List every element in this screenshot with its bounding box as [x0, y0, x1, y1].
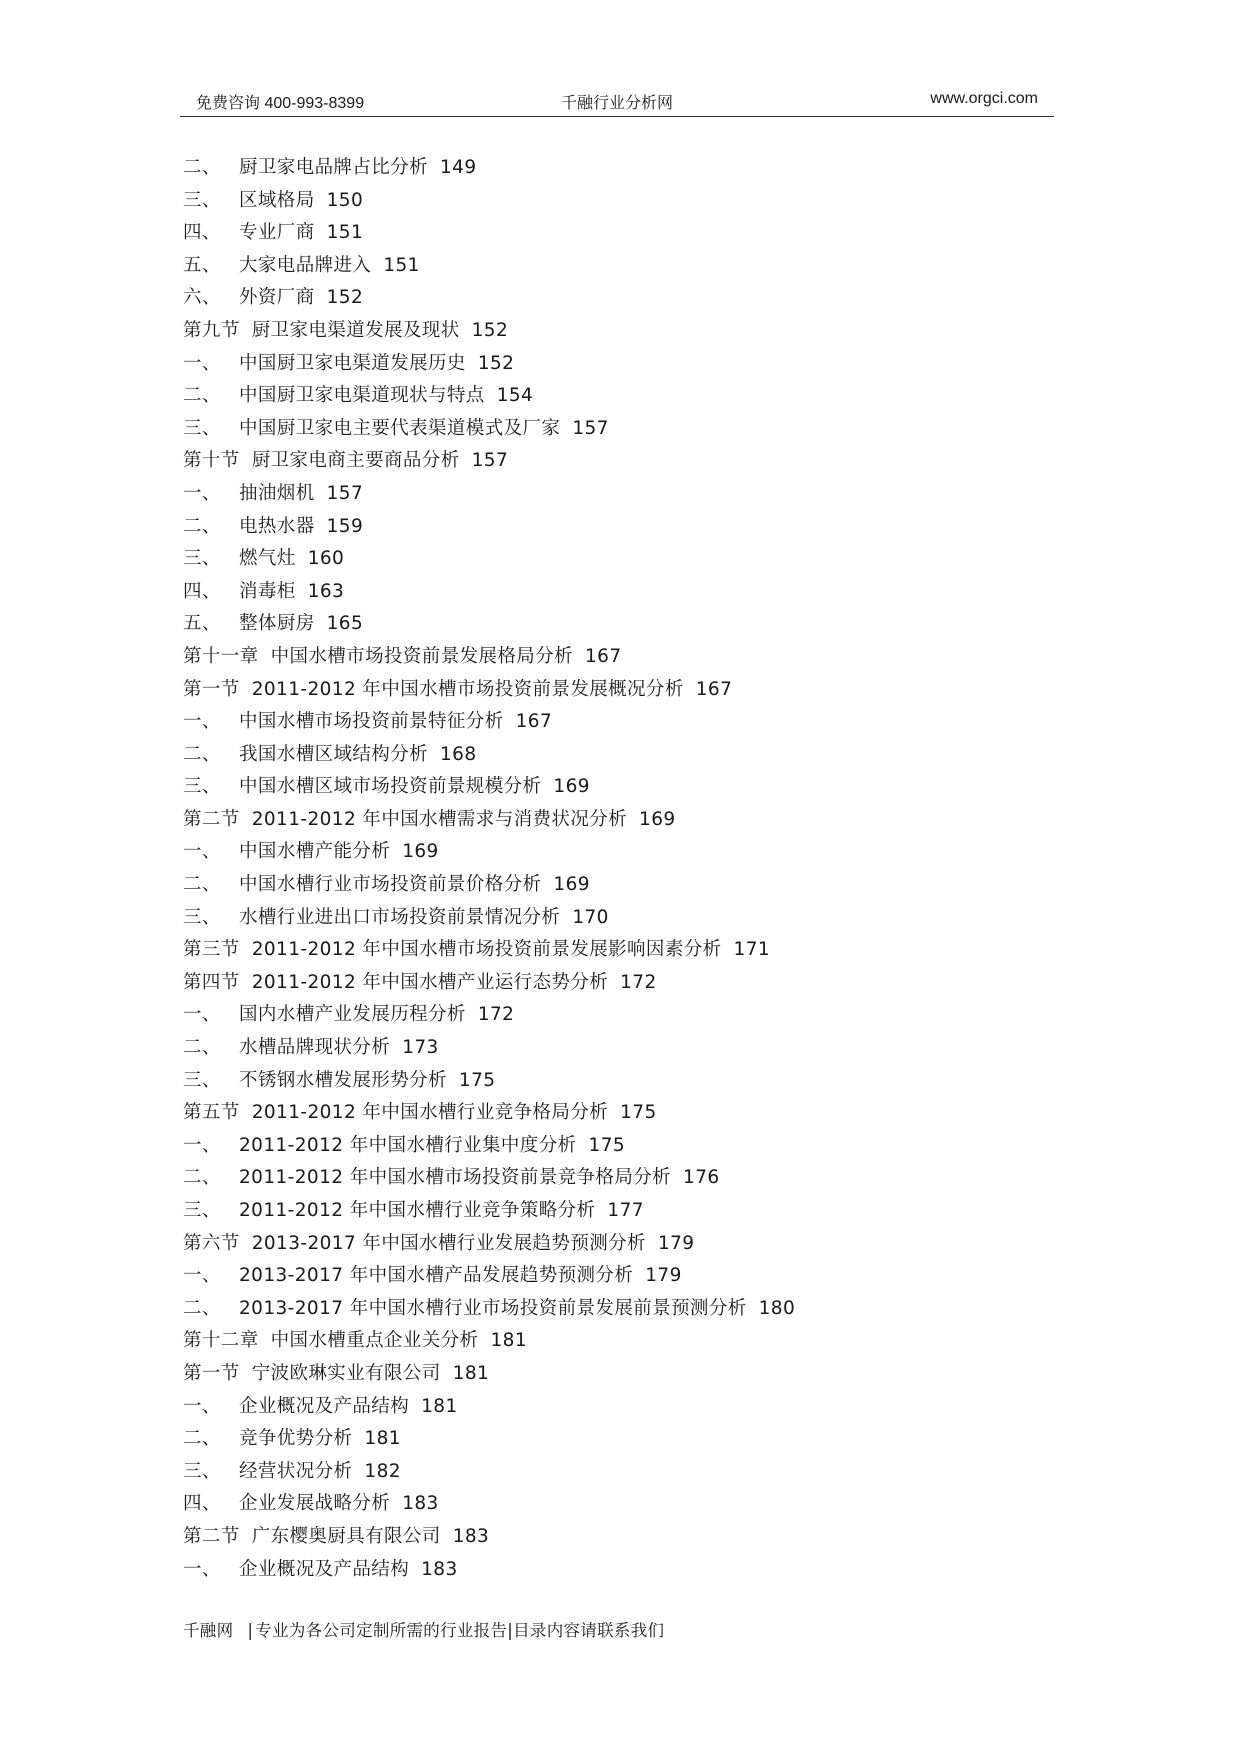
toc-entry-page: 179 — [645, 1265, 682, 1287]
toc-entry-title: 外资厂商 — [239, 287, 315, 309]
toc-entry-number: 三、 — [183, 1069, 221, 1091]
toc-entry-page: 172 — [620, 971, 657, 993]
toc-entry[interactable] — [183, 869, 1043, 902]
toc-entry[interactable] — [183, 739, 1043, 772]
toc-entry-page: 157 — [572, 417, 609, 439]
header-site-name: 千融行业分析网 — [560, 95, 673, 112]
toc-entry[interactable] — [183, 250, 1043, 283]
toc-entry-title: 企业概况及产品结构 — [239, 1558, 410, 1580]
toc-entry-number: 二、 — [183, 1297, 221, 1319]
toc-entry-number: 第五节 — [183, 1102, 240, 1124]
toc-entry-page: 177 — [607, 1200, 644, 1221]
toc-entry[interactable] — [183, 315, 1043, 348]
toc-entry-page: 169 — [553, 874, 590, 896]
toc-entry-title: 企业发展战略分析 — [239, 1493, 391, 1515]
toc-entry-number: 第二节 — [183, 808, 240, 830]
toc-entry-title: 中国厨卫家电主要代表渠道模式及厂家 — [239, 417, 561, 439]
toc-entry[interactable] — [183, 348, 1043, 381]
toc-entry-number: 一、 — [183, 352, 221, 374]
toc-entry-title: 2011-2012 年中国水槽行业竞争格局分析 — [251, 1102, 609, 1124]
toc-entry-title: 2011-2012 年中国水槽市场投资前景竞争格局分析 — [239, 1167, 672, 1189]
toc-entry-page: 181 — [421, 1395, 458, 1417]
toc-entry-page: 182 — [364, 1460, 401, 1482]
toc-entry-page: 150 — [326, 189, 364, 211]
toc-entry[interactable] — [183, 1228, 1043, 1261]
page-footer — [183, 1617, 664, 1641]
toc-entry-number: 五、 — [183, 613, 221, 635]
toc-entry[interactable] — [183, 999, 1043, 1032]
toc-entry-title: 我国水槽区域结构分析 — [239, 743, 429, 765]
toc-entry-number: 第十一章 — [183, 645, 259, 667]
toc-entry[interactable] — [183, 674, 1043, 707]
toc-entry[interactable] — [183, 445, 1043, 478]
toc-entry-title: 厨卫家电渠道发展及现状 — [251, 319, 460, 341]
toc-entry-page: 152 — [326, 287, 364, 309]
toc-entry-title: 整体厨房 — [239, 613, 315, 635]
toc-entry-number: 一、 — [183, 1395, 221, 1417]
toc-entry-page: 181 — [364, 1428, 401, 1450]
toc-entry-number: 一、 — [183, 1134, 221, 1156]
toc-entry-number: 二、 — [183, 743, 221, 765]
toc-entry[interactable] — [183, 413, 1043, 446]
toc-entry-page: 171 — [733, 939, 771, 961]
toc-entry[interactable] — [183, 282, 1043, 315]
toc-entry-number: 二、 — [183, 1037, 221, 1059]
toc-entry[interactable] — [183, 1293, 1043, 1326]
toc-entry-number: 二、 — [183, 157, 221, 178]
toc-entry-title: 中国水槽市场投资前景发展格局分析 — [270, 645, 574, 667]
toc-entry-page: 183 — [452, 1525, 490, 1547]
toc-entry-number: 第四节 — [183, 971, 240, 993]
toc-entry-page: 175 — [588, 1134, 626, 1156]
toc-entry-page: 179 — [657, 1232, 695, 1254]
toc-entry-title: 宁波欧琳实业有限公司 — [251, 1362, 441, 1384]
toc-entry-page: 183 — [421, 1558, 458, 1580]
toc-entry-page: 180 — [758, 1297, 796, 1319]
toc-entry-title: 国内水槽产业发展历程分析 — [239, 1004, 466, 1026]
toc-entry-number: 四、 — [183, 580, 221, 602]
toc-entry[interactable] — [183, 608, 1043, 641]
toc-entry-number: 第十节 — [183, 450, 240, 472]
table-of-contents — [183, 152, 1043, 1586]
toc-entry-title: 2013-2017 年中国水槽行业市场投资前景发展前景预测分析 — [239, 1297, 747, 1319]
toc-entry-page: 154 — [496, 385, 534, 407]
footer-note: 目录内容请联系我们 — [513, 1621, 665, 1640]
toc-entry-page: 168 — [440, 743, 477, 765]
toc-entry-number: 一、 — [183, 711, 221, 733]
toc-entry-title: 区域格局 — [239, 189, 315, 211]
toc-entry-title: 燃气灶 — [239, 548, 296, 570]
toc-entry-page: 167 — [585, 645, 622, 667]
toc-entry[interactable] — [183, 1130, 1043, 1163]
toc-entry-title: 2011-2012 年中国水槽产业运行态势分析 — [251, 971, 609, 993]
toc-entry[interactable] — [183, 1391, 1043, 1424]
toc-entry-number: 二、 — [183, 385, 221, 407]
toc-entry[interactable] — [183, 641, 1043, 674]
toc-entry-title: 经营状况分析 — [239, 1460, 353, 1482]
toc-entry-title: 厨卫家电商主要商品分析 — [251, 450, 460, 472]
toc-entry-page: 175 — [458, 1069, 496, 1091]
toc-entry-page: 170 — [572, 906, 609, 928]
toc-entry-number: 三、 — [183, 548, 221, 570]
toc-entry[interactable] — [183, 967, 1043, 1000]
toc-entry[interactable] — [183, 1065, 1043, 1098]
footer-slogan: 专业为各公司定制所需的行业报告 — [255, 1621, 508, 1640]
header-phone: 免费咨询 400-993-8399 — [196, 95, 365, 112]
footer-brand: 千融网 — [183, 1621, 234, 1640]
toc-entry-page: 151 — [383, 254, 420, 276]
toc-entry[interactable] — [183, 1162, 1043, 1195]
toc-entry-page: 157 — [326, 482, 364, 504]
toc-entry-number: 第九节 — [183, 319, 240, 341]
toc-entry-number: 三、 — [183, 776, 221, 798]
toc-entry-page: 151 — [326, 222, 364, 244]
toc-entry-number: 第十二章 — [183, 1330, 259, 1352]
toc-entry[interactable] — [183, 185, 1043, 218]
toc-entry-number: 二、 — [183, 874, 221, 896]
toc-entry[interactable] — [183, 706, 1043, 739]
toc-entry-number: 三、 — [183, 1200, 221, 1221]
toc-entry-page: 165 — [326, 613, 364, 635]
toc-entry[interactable] — [183, 511, 1043, 544]
toc-entry-title: 2011-2012 年中国水槽需求与消费状况分析 — [251, 808, 628, 830]
toc-entry-title: 消毒柜 — [239, 580, 296, 602]
toc-entry-page: 175 — [620, 1102, 657, 1124]
toc-entry-title: 电热水器 — [239, 515, 315, 537]
toc-entry-title: 中国水槽行业市场投资前景价格分析 — [239, 874, 542, 896]
toc-entry-page: 152 — [471, 319, 509, 341]
toc-entry[interactable] — [183, 902, 1043, 935]
toc-entry-title: 2011-2012 年中国水槽行业集中度分析 — [239, 1134, 577, 1156]
toc-entry-number: 三、 — [183, 189, 221, 211]
toc-entry-title: 大家电品牌进入 — [239, 254, 372, 276]
toc-entry-title: 广东樱奥厨具有限公司 — [251, 1525, 441, 1547]
toc-entry-number: 二、 — [183, 1428, 221, 1450]
footer-separator: | — [247, 1621, 254, 1640]
toc-entry[interactable] — [183, 1488, 1043, 1521]
toc-entry[interactable] — [183, 1097, 1043, 1130]
toc-entry-number: 一、 — [183, 1004, 221, 1026]
toc-entry-page: 159 — [326, 515, 364, 537]
toc-entry[interactable] — [183, 1260, 1043, 1293]
toc-entry-title: 不锈钢水槽发展形势分析 — [239, 1069, 447, 1091]
toc-entry[interactable] — [183, 152, 1043, 185]
toc-entry[interactable] — [183, 1521, 1043, 1554]
toc-entry[interactable] — [183, 934, 1043, 967]
toc-entry-number: 第一节 — [183, 678, 240, 700]
toc-entry-title: 2011-2012 年中国水槽行业竞争策略分析 — [239, 1200, 596, 1221]
toc-entry-number: 三、 — [183, 417, 221, 439]
toc-entry-number: 一、 — [183, 1265, 221, 1287]
toc-entry-page: 172 — [477, 1004, 515, 1026]
footer-separator: | — [507, 1621, 514, 1640]
toc-entry-title: 企业概况及产品结构 — [239, 1395, 410, 1417]
toc-entry-number: 四、 — [183, 1493, 221, 1515]
toc-entry-page: 181 — [490, 1330, 528, 1352]
toc-entry-page: 183 — [402, 1493, 439, 1515]
toc-entry-page: 149 — [440, 157, 477, 178]
toc-entry-title: 中国水槽重点企业关分析 — [270, 1330, 479, 1352]
toc-entry-page: 169 — [553, 776, 590, 798]
toc-entry-title: 竞争优势分析 — [239, 1428, 353, 1450]
toc-entry[interactable] — [183, 1032, 1043, 1065]
toc-entry-page: 173 — [402, 1037, 439, 1059]
toc-entry-title: 中国水槽产能分析 — [239, 841, 391, 863]
toc-entry-number: 一、 — [183, 482, 221, 504]
toc-entry-number: 四、 — [183, 222, 221, 244]
toc-entry[interactable] — [183, 771, 1043, 804]
toc-entry[interactable] — [183, 804, 1043, 837]
toc-entry-number: 五、 — [183, 254, 221, 276]
toc-entry-page: 169 — [639, 808, 676, 830]
toc-entry[interactable] — [183, 1456, 1043, 1489]
toc-entry-number: 一、 — [183, 1558, 221, 1580]
toc-entry-title: 中国水槽区域市场投资前景规模分析 — [239, 776, 542, 798]
toc-entry[interactable] — [183, 543, 1043, 576]
toc-entry-page: 169 — [402, 841, 439, 863]
toc-entry-title: 中国厨卫家电渠道发展历史 — [239, 352, 466, 374]
toc-entry[interactable] — [183, 478, 1043, 511]
toc-entry-page: 176 — [683, 1167, 720, 1189]
toc-entry[interactable] — [183, 1358, 1043, 1391]
toc-entry-number: 第二节 — [183, 1525, 240, 1547]
toc-entry[interactable] — [183, 217, 1043, 250]
toc-entry-title: 专业厂商 — [239, 222, 315, 244]
page-header — [180, 88, 1054, 117]
toc-entry-title: 中国厨卫家电渠道现状与特点 — [239, 385, 485, 407]
toc-entry-page: 152 — [477, 352, 515, 374]
toc-entry-page: 163 — [307, 580, 345, 602]
toc-entry[interactable] — [183, 1325, 1043, 1358]
toc-entry[interactable] — [183, 380, 1043, 413]
toc-entry[interactable] — [183, 836, 1043, 869]
toc-entry-number: 二、 — [183, 515, 221, 537]
toc-entry-number: 一、 — [183, 841, 221, 863]
toc-entry-number: 第一节 — [183, 1362, 240, 1384]
toc-entry-page: 181 — [452, 1362, 490, 1384]
toc-entry-number: 二、 — [183, 1167, 221, 1189]
toc-entry-page: 157 — [471, 450, 509, 472]
toc-entry-number: 第六节 — [183, 1232, 240, 1254]
header-url[interactable]: www.orgci.com — [930, 90, 1038, 107]
toc-entry-title: 厨卫家电品牌占比分析 — [239, 157, 429, 178]
toc-entry-page: 167 — [695, 678, 733, 700]
toc-entry[interactable] — [183, 1554, 1043, 1587]
toc-entry-title: 2011-2012 年中国水槽市场投资前景发展概况分析 — [251, 678, 684, 700]
toc-entry-title: 抽油烟机 — [239, 482, 315, 504]
toc-entry-title: 2013-2017 年中国水槽行业发展趋势预测分析 — [251, 1232, 646, 1254]
toc-entry-title: 水槽行业进出口市场投资前景情况分析 — [239, 906, 561, 928]
toc-entry-number: 三、 — [183, 906, 221, 928]
toc-entry-number: 第三节 — [183, 939, 240, 961]
toc-entry-title: 2013-2017 年中国水槽产品发展趋势预测分析 — [239, 1265, 634, 1287]
toc-entry-number: 三、 — [183, 1460, 221, 1482]
toc-entry-number: 六、 — [183, 287, 221, 309]
toc-entry[interactable] — [183, 1423, 1043, 1456]
toc-entry-page: 160 — [307, 548, 345, 570]
toc-entry[interactable] — [183, 1195, 1043, 1228]
toc-entry-title: 水槽品牌现状分析 — [239, 1037, 391, 1059]
toc-entry-title: 2011-2012 年中国水槽市场投资前景发展影响因素分析 — [251, 939, 722, 961]
toc-entry-page: 167 — [515, 711, 553, 733]
toc-entry[interactable] — [183, 576, 1043, 609]
toc-entry-title: 中国水槽市场投资前景特征分析 — [239, 711, 504, 733]
